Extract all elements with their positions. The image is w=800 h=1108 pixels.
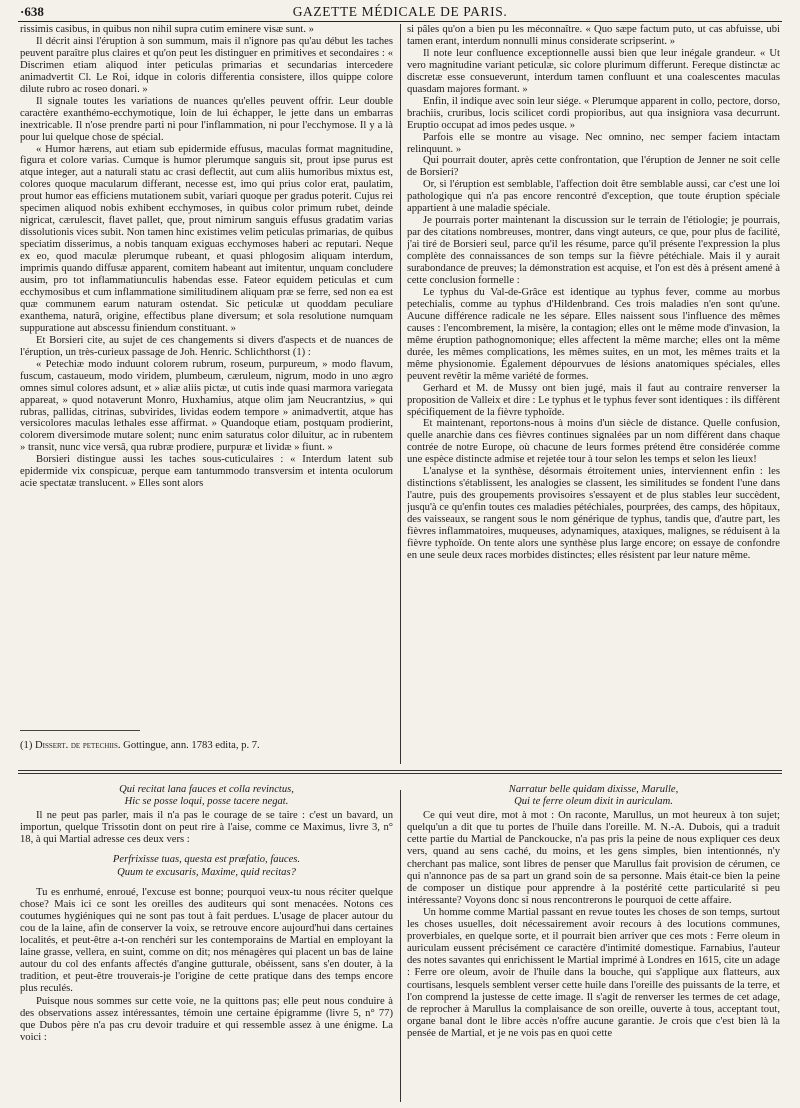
verse-line: Hic se posse loqui, posse tacere negat. [124,796,289,808]
paragraph: Puisque nous sommes sur cette voie, ne la quittons pas; elle peut nous conduire à des observations assez intéressantes, témoin une certaine épigramme (livre 5, n° 77) que Dubos père n'a pas cru devoir traduire et qui ressemble assez à une énigme. La voici : [20,995,393,1043]
verse-quotation [20,854,393,878]
paragraph: Or, si l'éruption est semblable, l'affection doit être semblable aussi, car c'est une loi pathologique qui n'a pas encore rencontré d'exception, que toute éruption spéciale appartient à une maladie spéciale. [407,179,780,215]
footnote-rule [20,730,140,731]
paragraph: Gerhard et M. de Mussy ont bien jugé, mais il faut au contraire renverser la proposition de Valleix et dire : Le typhus et le typhus fever sont identiques : ils diffèrent spécifiquement de la fièvre typhoïde. [407,382,780,418]
paragraph: si pâles qu'on a bien pu les méconnaître. « Quo sæpe factum puto, ut cas abfuisse, ubi tamen erant, interdum nonnulli minus considerate scripserint. » [407,24,780,47]
paragraph: Le typhus du Val-de-Grâce est identique au typhus fever, comme au morbus petechialis, comme au typhus d'Hildenbrand. Ces trois maladies n'en sont qu'une. Aucune différence radicale ne les sépare. Elles naissent sous l'influence des mêmes causes : l'encombrement, la misère, la contagion; elles ont le même mode d'invasion, la même éruption pathognomonique; elles affectent la même marche; elles ont la même durée, les mêmes complications, les mêmes suites, en un mot, les mêmes traits et la même physionomie. Également dépourvues de lésions anatomiques spéciales, elles peuvent revêtir la même variété de formes. [407,286,780,382]
footnote-text: Gottingue, ann. 1783 edita, p. 7. [120,740,260,751]
column-divider [400,24,401,764]
verse-line: Quum te excusaris, Maxime, quid recitas? [117,866,296,878]
paragraph: Qui pourrait douter, après cette confrontation, que l'éruption de Jenner ne soit celle de Borsieri? [407,155,780,179]
paragraph: Un homme comme Martial passant en revue toutes les choses de son temps, surtout les choses usuelles, doit nécessairement avoir recours à des locutions communes, proverbiales, en quelque sorte, et il pourrait bien arriver que ces mots : Ferre oleum in auriculam eussent précisément ce caractère d'intimité domestique. Farnabius, l'auteur des notes savantes qui enrichissent le Martial imprimé à Londres en 1615, cite un adage : Ferre ore oleum, avoir de l'huile dans la bouche, qui s'applique aux flatteurs, aux courtisans, lesquels semblent verser cette huile dans l'oreille des puissants de la terre, et l'on comprend la justesse de cette image. Il s'agit de renverser les termes de cet adage, de reprocher à Marullus la complaisance de son oreille, ouverte à tous, acceptant tout, organe banal dont le libre accès n'offre aucune garantie. Je crois que c'est bien là la pensée de Martial, et je ne vois pas en quoi cette [407,906,780,1039]
running-title: GAZETTE MÉDICALE DE PARIS. [292,4,508,19]
paragraph: Il ne peut pas parler, mais il n'a pas le courage de se taire : c'est un bavard, un importun, quelque Trissotin dont on peut rire à l'aise, comme ce Maximus, livre 3, n° 18, à qui Martial adresse ces deux vers : [20,810,393,846]
paragraph: Il signale toutes les variations de nuances qu'elles peuvent offrir. Leur double caractère exanthémo-ecchymotique, loin de lui échapper, le jette dans un embarras inextricable. Il n'ose prendre parti ni pour l'inflammation, ni pour l'ecchymose. Il y a là pour lui quelque chose de spécial. [20,95,393,143]
paragraph: L'analyse et la synthèse, désormais étroitement unies, interviennent enfin : les distinctions s'établissent, les analogies se classent, les similitudes se fondent l'une dans l'autre, puis des groupements provisoires s'essayent et de plus stables leur succèdent, jusqu'à ce qu'enfin toutes ces maladies pétéchiales, pourprées, des camps, des hôpitaux, des vaisseaux, se rangent sous le nom générique de typhus, tandis que, d'autre part, les fièvres inflammatoires, muqueuses, adynamiques, ataxiques, malignes, se réduisent à la fièvre typhoïde. On tente alors une synthèse plus large encore; on essaye de confondre en une seule deux races morbides distinctes; elles résistent par leur nature même. [407,466,780,561]
verse-line: Perfrixisse tuas, questa est præfatio, fauces. [112,854,301,866]
paragraph: Il note leur confluence exceptionnelle aussi bien que leur inégale grandeur. « Ut vero magnitudine variant peticulæ, sic colore plurimum differunt. Fereque distinctæ ac discretæ esse consueverunt, interdum tamen confluunt et una coalescentes maculas quasdam majores formant. » [407,47,780,95]
paragraph: rissimis casibus, in quibus non nihil supra cutim eminere visæ sunt. » [20,24,314,35]
feuilleton-divider [400,790,401,1102]
verse-quotation [20,784,393,808]
paragraph: « Petechiæ modo induunt colorem rubrum, roseum, purpureum, » modo flavum, fuscum, castaueum, modo viridem, plumbeum, cæruleum, nigrum, modo in uno ægro omnes simul colores adsunt, et » aliæ aliis pictæ, ut cutis inde quasi marmora variegata appareat, » quod notaverunt Monro, Huxhamius, atque olim jam Neucrantzius, » qui rubras, pallidas, citrinas, subvirides, lividas eodem tempore » animadvertit, atque has versicolores maculas lethales esse affirmat. » Quandoque etiam, postquam prodierint, colorem diversimode mutare solent; nunc enim saturatus color diluitur, ac in rubentem » transit, nunc vice versâ, qua rubræ prodiere, purpuræ et lividæ » fiunt. » [20,358,393,454]
verse-quotation [407,784,780,808]
header-rule [18,21,782,22]
page-number: ·638 [20,4,44,19]
paragraph: Borsieri distingue aussi les taches sous-cuticulaires : « Interdum latent sub epidermide vix conspicuæ, perque eam tantummodo transversim et intenta oculorum acie spectatæ translucent. » Elles sont alors [20,454,393,490]
verse-line: Qui recitat lana fauces et colla revinctus, [119,784,294,795]
article-column-right [407,24,780,764]
footnote-title: Dissert. de petechiis. [35,740,121,751]
paragraph: « Humor hærens, aut etiam sub epidermide effusus, maculas format magnitudine, figura et colore varias. Cumque is humor plerumque sanguis sit, prout ipse purus est atque integer, aut a naturali statu ac crasi deflectit, aut cum aliis humoribus mixtus est, colores quoque macularum differant, necesse est, imo qui prius color erat, paulatim, prout humor eas efficiens mutationem subit, variari quoque per gradus poterit. Cujus rei specimen aliquod nobis exhibent ecchymoses, in quibus color primum rubet, deinde nigricat, cærulescit, flavet pallet, que, prout nimirum sanguis effusus gradatim varias dissolutionis vices subit. Non tamen hinc existimes velim peticulas primarias, de quibus speciatim disserimus, a nobis tanquam exiguas ecchymoses haberi ac reputari. Neque ex eo, quod maculæ plerumque rubeant, et quasi phlogosim aliquam interdum, imprimis quando diffusæ apparent, comitem habeant aut imitentur, unquam concludere ausim, pro tot inflammatiunculis habendas esse. Fateor equidem peticulas et cum ecchymosibus et cum inflammatione similitudinem aliquam præ se ferre, sed non ea est quæ communem earum naturam ostendat. Sic peticulæ ut quoddam peculiare exanthema, naturâ, origine, effectibus plane diversum; et sola resolutione numquam suppuratione aut abscessu finiendum constituant. » [20,143,393,334]
footnote-marker: (1) [20,740,33,751]
paragraph: Et maintenant, reportons-nous à moins d'un siècle de distance. Quelle confusion, quelle anarchie dans ces fièvres continues signalées par un nom différent dans chaque contrée de notre Europe, où chacune de leurs formes prétend être considérée comme une espèce distincte admise et rejetée tour à tour selon les temps et selon les lieux! [407,418,780,466]
feuilleton-rule-second [18,773,782,774]
verse-line: Qui te ferre oleum dixit in auriculam. [514,796,673,808]
paragraph: Tu es enrhumé, enroué, l'excuse est bonne; pourquoi veux-tu nous réciter quelque chose? Mais ici ce sont les oreilles des auditeurs qui sont menacées. Notons ces coutumes hygiéniques qui ne sont pas tout à fait perdues. L'usage de placer autour du cou de la laine, afin de conserver la voix, se retrouve encore aujourd'hui dans certaines localités, et peut-être a-t-on renchéri sur les contemporains de Martial en employant la laine grasse, vellera, en suint, comme on dit; nos ménagères qui placent un bas de laine autour du col des enfants affectés d'angine gutturale, obéissent, sans s'en douter, à la tradition, et peut-être trouverais-je l'origine de cette pratique dans des temps encore plus reculés. [20,886,393,995]
footnote [20,740,260,751]
paragraph: Parfois elle se montre au visage. Nec omnino, nec semper faciem intactam relinquunt. » [407,131,780,155]
paragraph: Ce qui veut dire, mot à mot : On raconte, Marullus, un mot heureux à ton sujet; quelqu'un a dit que tu portes de l'huile dans l'oreille. M. N.-A. Dubois, qui a traduit cette partie du Martial de Panckoucke, n'a pas pris la peine de nous expliquer ces deux vers, quand au sens caché, du moins, et les gens simples, bien intentionnés, n'y cherchant pas malice, sont libres de penser que Marullus fait provision de cérumen, ce qui n'annonce pas de sa part un grand soin de sa personne. Mais était-ce bien la peine de composer un distique pour apprendre à la postérité cette particularité si peu intéressante? Voyons donc si nous rencontrerons le pourquoi de cette affaire. [407,810,780,906]
paragraph: Je pourrais porter maintenant la discussion sur le terrain de l'étiologie; je pourrais, par des citations nombreuses, montrer, dans vingt auteurs, ce que, pour plus de facilité, j'ai tiré de Borsieri seul, parce qu'il les résume, parce qu'il présente l'expression la plus complète des connaissances de son temps sur la fièvre pétéchiale. Mais il y aurait surabondance de preuves; la démonstration est acquise, et l'on est dès à présent amené à cette conclusion formelle : [407,215,780,287]
paragraph: Il décrit ainsi l'éruption à son summum, mais il n'ignore pas qu'au début les taches peuvent paraître plus claires et qu'on peut les distinguer en primitives et secondaires : « Discrimen etiam aliquod inter peticulas primarias et secundarias intercedere animadvertit Cl. Le Roi, idque in coloris differentia consistere, illos quippe colore dilute rubro ac roseo donari. » [20,35,393,95]
feuilleton-rule [18,770,782,771]
feuilleton-column-left [20,782,393,1102]
paragraph: Enfin, il indique avec soin leur siége. « Plerumque apparent in collo, pectore, dorso, brachiis, cruribus, locis scilicet cordi propioribus, aut qua insigniora vasa decurrunt. Eruptio occupat ad imos pedes usque. » [407,95,780,131]
feuilleton-column-right [407,782,780,1102]
article-column-left [20,24,393,764]
paragraph: Et Borsieri cite, au sujet de ces changements si divers d'aspects et de nuances de l'éruption, un très-curieux passage de Joh. Henric. Schlichthorst (1) : [20,334,393,358]
verse-line: Narratur belle quidam dixisse, Marulle, [508,784,679,795]
